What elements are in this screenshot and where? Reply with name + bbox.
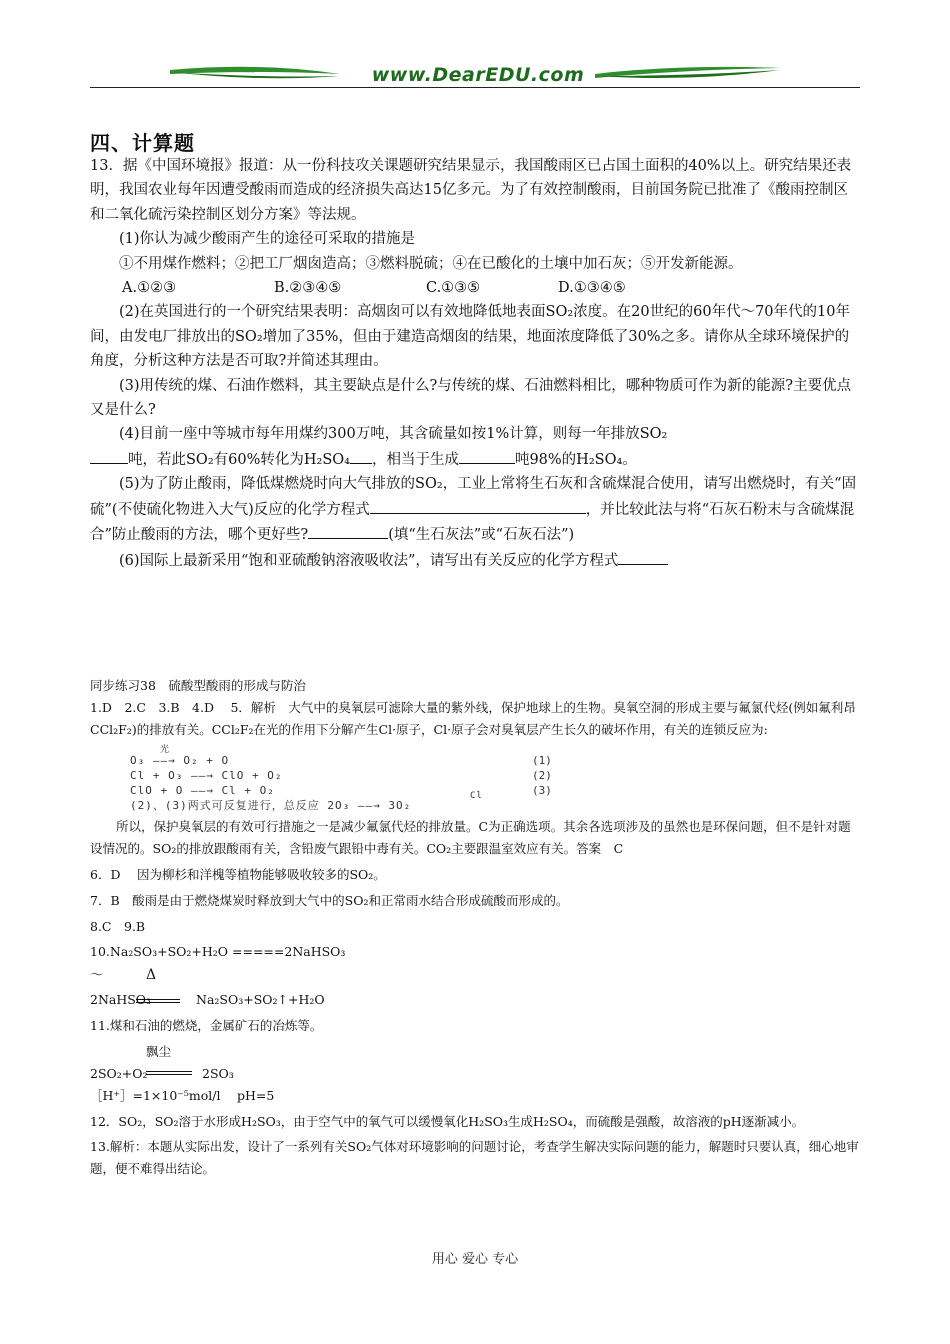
answer-blank (308, 522, 388, 539)
q13-part4 (90, 422, 860, 446)
answer-blank (370, 497, 586, 514)
answer-10-reactant: 2NaHSO₃ (90, 992, 152, 1008)
answer-blank (90, 447, 128, 464)
answer-blank (459, 447, 515, 464)
answer-blank (350, 447, 372, 464)
option-d: D.①③④⑤ (558, 280, 626, 297)
answer-12: 12．SO₂，SO₂溶于水形成H₂SO₃，由于空气中的氧气可以缓慢氧化H₂SO₃生成H₂SO₄，而硫酸是强酸，故溶液的pH逐渐减小。 (90, 1113, 805, 1129)
answer-5-conclusion: 所以，保护臭氧层的有效可行措施之一是减少氟氯代烃的排放量。C为正确选项。其余各选项涉及的虽然也是环保问题，但不是针对题设情况的。SO₂的排放跟酸雨有关，含铅废气跟铅中毒有关。CO₂主要跟温室效应有关。答案 C (90, 819, 851, 857)
q13-part6-text: (6)国际上最新采用“饱和亚硫酸钠溶液吸收法”，请写出有关反应的化学方程式 (119, 552, 619, 569)
q13-part1: (1)你认为减少酸雨产生的途径可采取的措施是 (119, 231, 416, 248)
site-logo[interactable]: www.DearEDU.com (371, 64, 585, 86)
answer-10-delta-row (90, 963, 860, 989)
answer-10-line1: 10.Na₂SO₃+SO₂+H₂O =====2NaHSO₃ (90, 944, 346, 960)
answer-7: 7．B 酸雨是由于燃烧煤炭时释放到大气中的SO₂和正常雨水结合形成硫酸而形成的。 (90, 892, 569, 908)
q13-part3: (3)用传统的煤、石油作燃料，其主要缺点是什么?与传统的煤、石油燃料相比，哪种物质可作为新的能源?主要优点又是什么? (90, 377, 852, 419)
reaction-2-number: (2) (532, 769, 552, 783)
option-c: C.①③⑤ (426, 280, 481, 297)
answer-section (90, 675, 860, 1180)
reaction-2: Cl + O₃ ——→ ClO + O₂ (130, 769, 283, 783)
q13-part4-line2 (90, 447, 860, 472)
q13-part4-b1: 吨，若此SO₂有60%转化为H₂SO₄ (128, 451, 350, 468)
answer-10-products: Na₂SO₃+SO₂↑+H₂O (196, 992, 325, 1008)
equals-sign (146, 1071, 192, 1075)
reaction-3: ClO + O ——→ Cl + O₂ (130, 784, 275, 798)
header-divider (90, 87, 860, 88)
reaction-1-number: (1) (532, 754, 552, 768)
q13-part5 (90, 472, 860, 547)
delta-label: Δ (146, 967, 157, 984)
q13-part2: (2)在英国进行的一个研究结果表明：高烟囱可以有效地降低地表面SO₂浓度。在20世纪的60年代～70年代的10年间，由发电厂排放出的SO₂增加了35%，但由于建造高烟囱的结果，地面浓度降低了30%之多。请你从全球环境保护的角度，分析这种方法是否可取?并简述其理由。 (90, 304, 850, 370)
answer-10-line2 (90, 989, 860, 1011)
answer-13: 13.解析：本题从实际出发，设计了一系列有关SO₂气体对环境影响的问题讨论，考查学生解决实际问题的能力，解题时只要认真，细心地审题，便不难得出结论。 (90, 1139, 859, 1177)
answer-11-reactants: 2SO₂+O₂ (90, 1065, 148, 1081)
reaction-light-label: 光 (160, 745, 171, 756)
reaction-3-number: (3) (532, 784, 552, 798)
q13-options (90, 276, 860, 300)
answer-blank (618, 548, 668, 565)
option-a: A.①②③ (122, 280, 177, 297)
ozone-reaction-chain (130, 742, 860, 813)
q13-part5-b: ，并比较此法与将“石灰石粉末与含硫煤混合”防止酸雨的方法，哪个更好些? (90, 501, 855, 544)
answer-title: 同步练习38 硫酸型酸雨的形成与防治 (90, 678, 306, 693)
reaction-cl-label: Cl (470, 791, 483, 802)
q13-part4-a: (4)目前一座中等城市每年用煤约300万吨，其含硫量如按1%计算，则每一年排放SO₂ (119, 426, 668, 443)
answer-11-line1: 11.煤和石油的燃烧，金属矿石的冶炼等。 (90, 1018, 323, 1034)
q13-part6 (90, 548, 860, 573)
q13-part1-measures: ①不用煤作燃料；②把工厂烟囱造高；③燃料脱硫；④在已酸化的土壤中加石灰；⑤开发新能源。 (119, 255, 743, 272)
page-footer: 用心 爱心 专心 (431, 1252, 519, 1267)
answer-11-ph: ［H⁺］=1×10⁻⁵mol/l pH=5 (90, 1087, 275, 1103)
answer-1-5: 1.D 2.C 3.B 4.D 5．解析 大气中的臭氧层可滤除大量的紫外线，保护地球上的生物。臭氧空洞的形成主要与氟氯代烃(例如氟利昂CCl₂F₂)的排放有关。CCl₂F₂在光的作用下分解产生Cl·原子，Cl·原子会对臭氧层产生长久的破坏作用，有关的连锁反应为: (90, 699, 856, 737)
answer-6: 6．D 因为柳杉和洋槐等植物能够吸收较多的SO₂。 (90, 866, 386, 882)
q13-part4-b3: 吨98%的H₂SO₄。 (514, 451, 637, 468)
answer-11-catalyst: 飘尘 (146, 1043, 172, 1059)
answer-11-equation (90, 1063, 860, 1085)
question-13 (90, 154, 860, 573)
section-title: 四、计算题 (90, 131, 195, 155)
reaction-total: (2)、(3)两式可反复进行，总反应 2O₃ ——→ 3O₂ (130, 799, 412, 813)
option-b: B.②③④⑤ (274, 280, 342, 297)
answer-11-product: 2SO₃ (202, 1065, 234, 1081)
q13-part5-c: (填“生石灰法”或“石灰石法”) (388, 527, 575, 544)
equals-sign (136, 999, 180, 1003)
swirl-icon: 〜 (90, 968, 104, 984)
q13-part5-a: (5)为了防止酸雨，降低煤燃烧时向大气排放的SO₂，工业上常将生石灰和含硫煤混合使用，请写出燃烧时，有关“固硫”(不使硫化物进入大气)反应的化学方程式 (90, 476, 857, 518)
reaction-1: O₃ ——→ O₂ + O (130, 754, 230, 768)
q13-part4-b2: ，相当于生成 (371, 451, 459, 468)
answer-8-9: 8.C 9.B (90, 918, 146, 934)
q13-intro: 13．据《中国环境报》报道：从一份科技攻关课题研究结果显示，我国酸雨区已占国土面积的40%以上。研究结果还表明，我国农业每年因遭受酸雨而造成的经济损失高达15亿多元。为了有效控制酸雨，目前国务院已批准了《酸雨控制区和二氧化硫污染控制区划分方案》等法规。 (90, 158, 852, 223)
